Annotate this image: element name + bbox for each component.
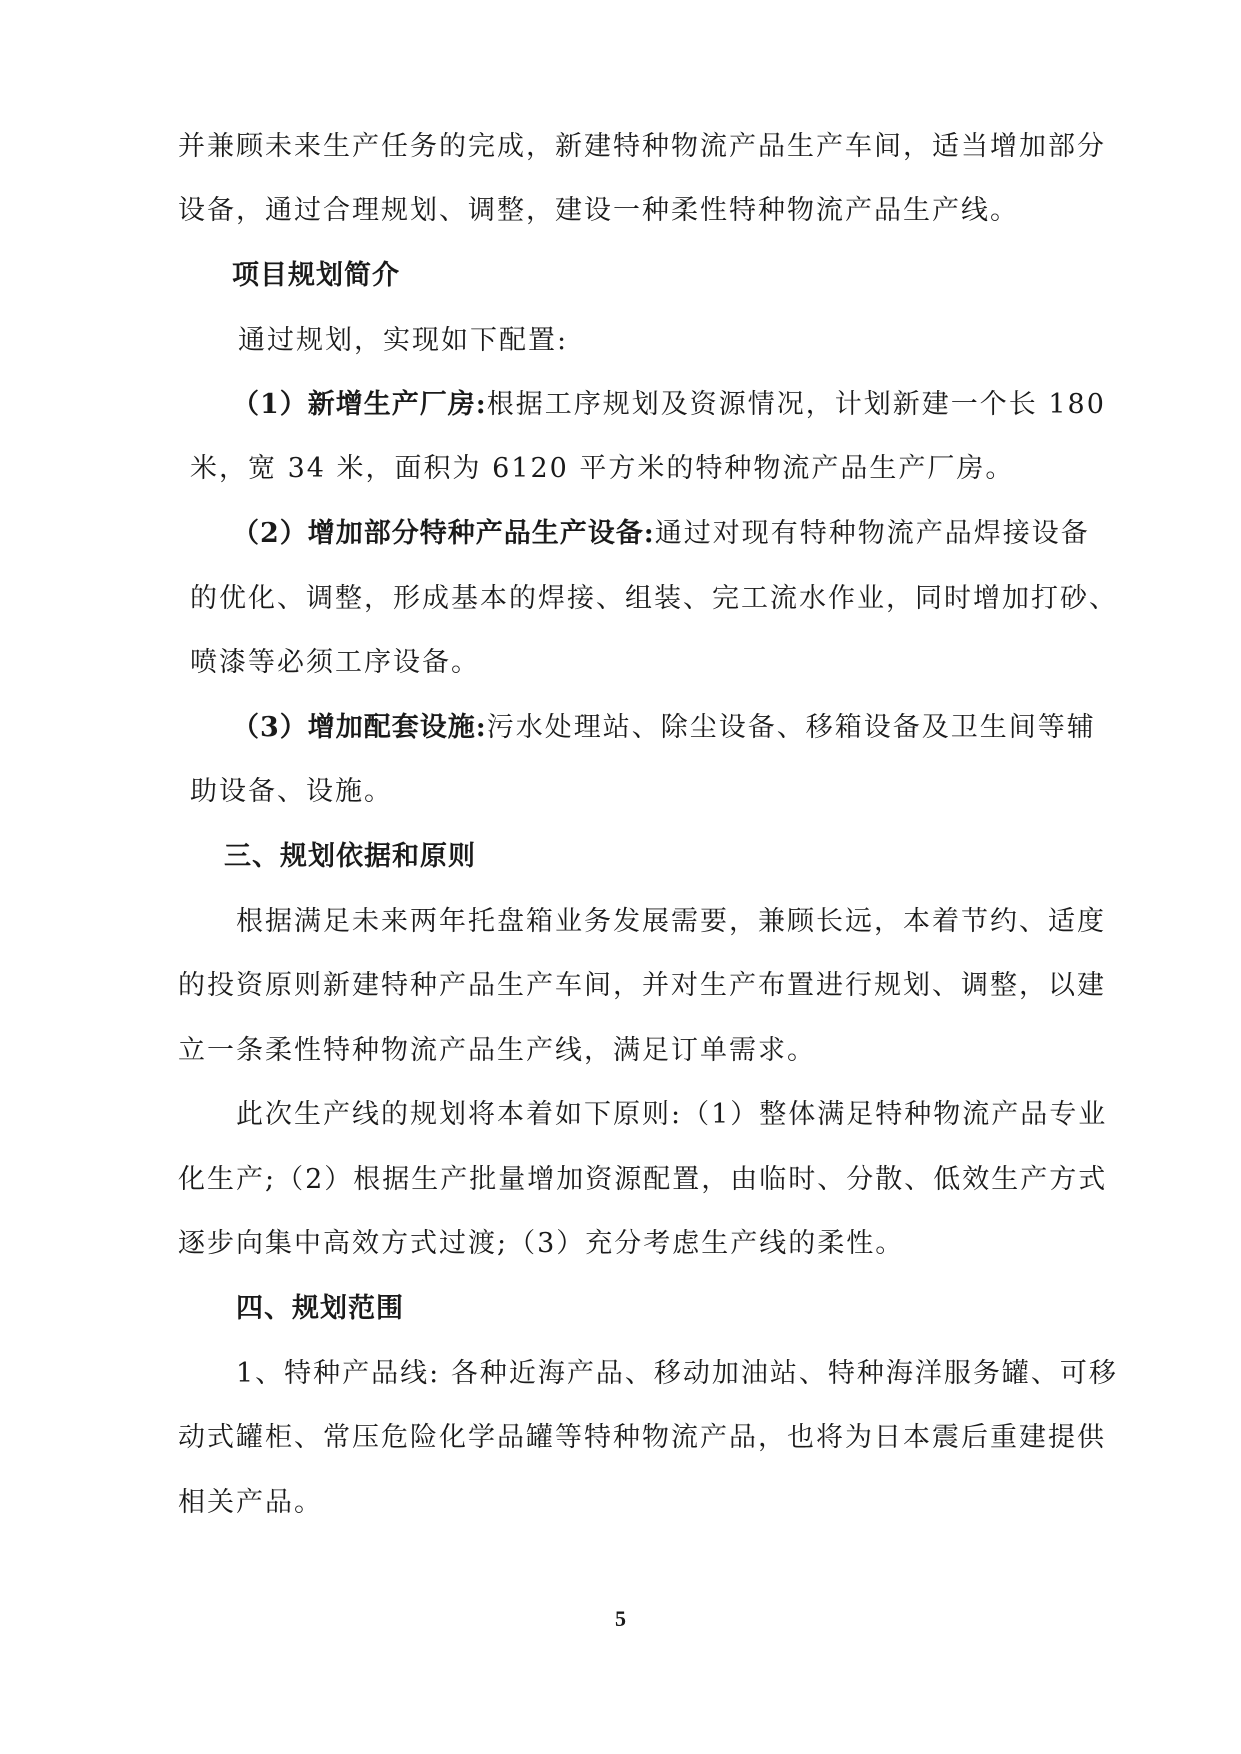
paragraph-line: 并兼顾未来生产任务的完成，新建特种物流产品生产车间，适当增加部分 (178, 131, 1106, 162)
paragraph-line: 动式罐柜、常压危险化学品罐等特种物流产品，也将为日本震后重建提供 (178, 1422, 1106, 1453)
paragraph-line: 相关产品。 (178, 1487, 323, 1518)
paragraph-line: 化生产;（2）根据生产批量增加资源配置，由临时、分散、低效生产方式 (178, 1164, 1108, 1195)
list-item-label: （3）增加配套设施: (232, 712, 487, 743)
paragraph-line: 根据满足未来两年托盘箱业务发展需要，兼顾长远，本着节约、适度 (236, 906, 1106, 937)
list-item-2 (232, 517, 1090, 551)
paragraph-line: 米，宽 34 米，面积为 6120 平方米的特种物流产品生产厂房。 (190, 453, 1015, 484)
section-heading-project: 项目规划简介 (232, 260, 400, 291)
list-item-1 (232, 388, 1106, 422)
page-number: 5 (615, 1606, 626, 1631)
paragraph-line: 的投资原则新建特种产品生产车间，并对生产布置进行规划、调整，以建 (178, 970, 1106, 1001)
section-heading-three: 三、规划依据和原则 (224, 841, 476, 872)
list-item-text: 污水处理站、除尘设备、移箱设备及卫生间等辅 (486, 712, 1096, 743)
paragraph-line: 通过规划，实现如下配置: (238, 325, 569, 356)
list-item-text: 通过对现有特种物流产品焊接设备 (654, 518, 1090, 549)
list-item-label: （2）增加部分特种产品生产设备: (232, 518, 655, 549)
list-item-text: 根据工序规划及资源情况，计划新建一个长 180 (486, 389, 1106, 420)
paragraph-line: 逐步向集中高效方式过渡;（3）充分考虑生产线的柔性。 (178, 1228, 905, 1259)
paragraph-line: 助设备、设施。 (190, 776, 393, 807)
paragraph-line: 喷漆等必须工序设备。 (190, 647, 480, 678)
section-heading-four: 四、规划范围 (236, 1293, 404, 1324)
paragraph-line: 的优化、调整，形成基本的焊接、组装、完工流水作业，同时增加打砂、 (190, 583, 1118, 614)
list-item-3 (232, 711, 1096, 745)
paragraph-line: 设备，通过合理规划、调整，建设一种柔性特种物流产品生产线。 (178, 195, 1019, 226)
paragraph-line: 1、特种产品线: 各种近海产品、移动加油站、特种海洋服务罐、可移 (236, 1358, 1118, 1389)
list-item-label: （1）新增生产厂房: (232, 389, 487, 420)
paragraph-line: 此次生产线的规划将本着如下原则:（1）整体满足特种物流产品专业 (236, 1099, 1108, 1130)
paragraph-line: 立一条柔性特种物流产品生产线，满足订单需求。 (178, 1035, 816, 1066)
